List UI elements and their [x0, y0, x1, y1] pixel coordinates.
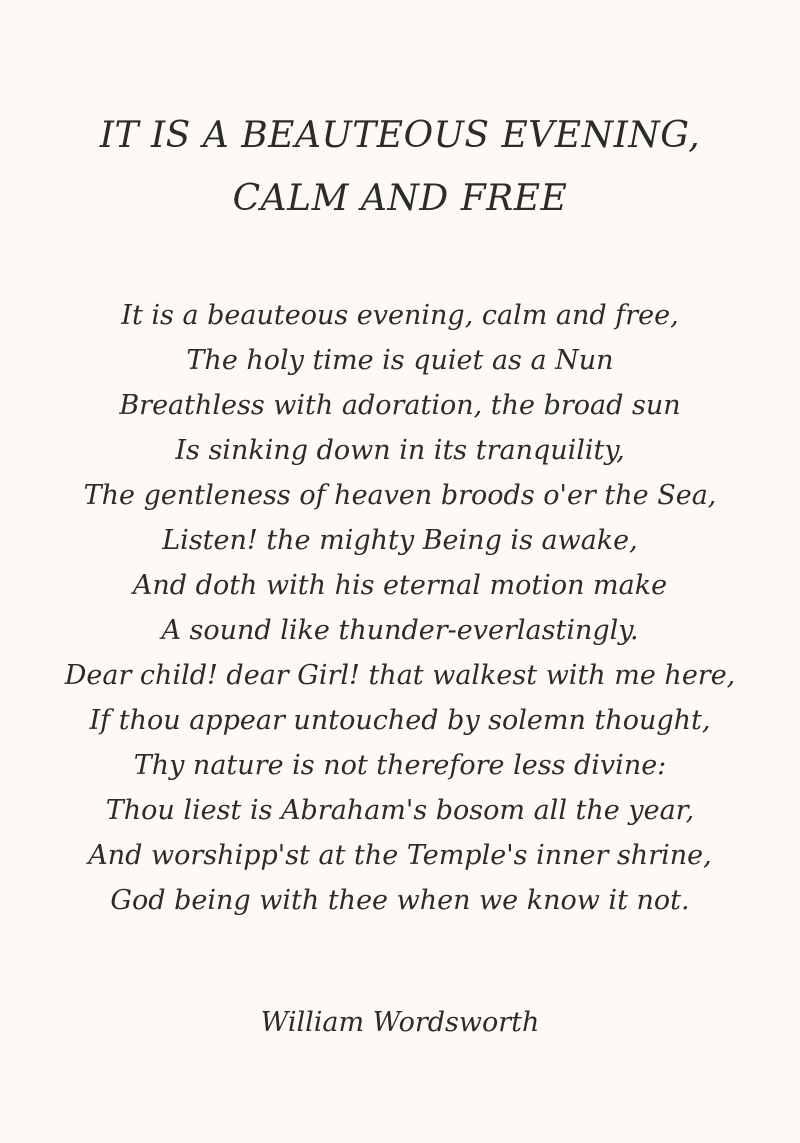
poem-line: Is sinking down in its tranquility,: [175, 435, 625, 466]
poem-line: Listen! the mighty Being is awake,: [162, 525, 638, 556]
poem-title-line-1: IT IS A BEAUTEOUS EVENING,: [99, 115, 701, 156]
poem-line: And doth with his eternal motion make: [132, 570, 668, 601]
poem-line: Breathless with adoration, the broad sun: [119, 390, 681, 421]
poem-body: [0, 293, 800, 923]
poem-line: The holy time is quiet as a Nun: [186, 345, 614, 376]
poem-title: [0, 104, 800, 230]
poem-line: If thou appear untouched by solemn thought,: [89, 705, 711, 736]
poem-line: And worshipp'st at the Temple's inner shrine,: [88, 840, 712, 871]
poem-author: William Wordsworth: [260, 1007, 540, 1038]
poem-line: The gentleness of heaven broods o'er the Sea,: [83, 480, 717, 511]
poem-line: Dear child! dear Girl! that walkest with me here,: [64, 660, 736, 691]
poem-line: God being with thee when we know it not.: [110, 885, 690, 916]
poem-line: A sound like thunder-everlastingly.: [161, 615, 639, 646]
poem-title-line-2: CALM AND FREE: [232, 178, 568, 219]
poem-line: Thy nature is not therefore less divine:: [133, 750, 667, 781]
poem-line: Thou liest is Abraham's bosom all the year,: [105, 795, 695, 826]
poem-line: It is a beauteous evening, calm and free,: [121, 300, 679, 331]
